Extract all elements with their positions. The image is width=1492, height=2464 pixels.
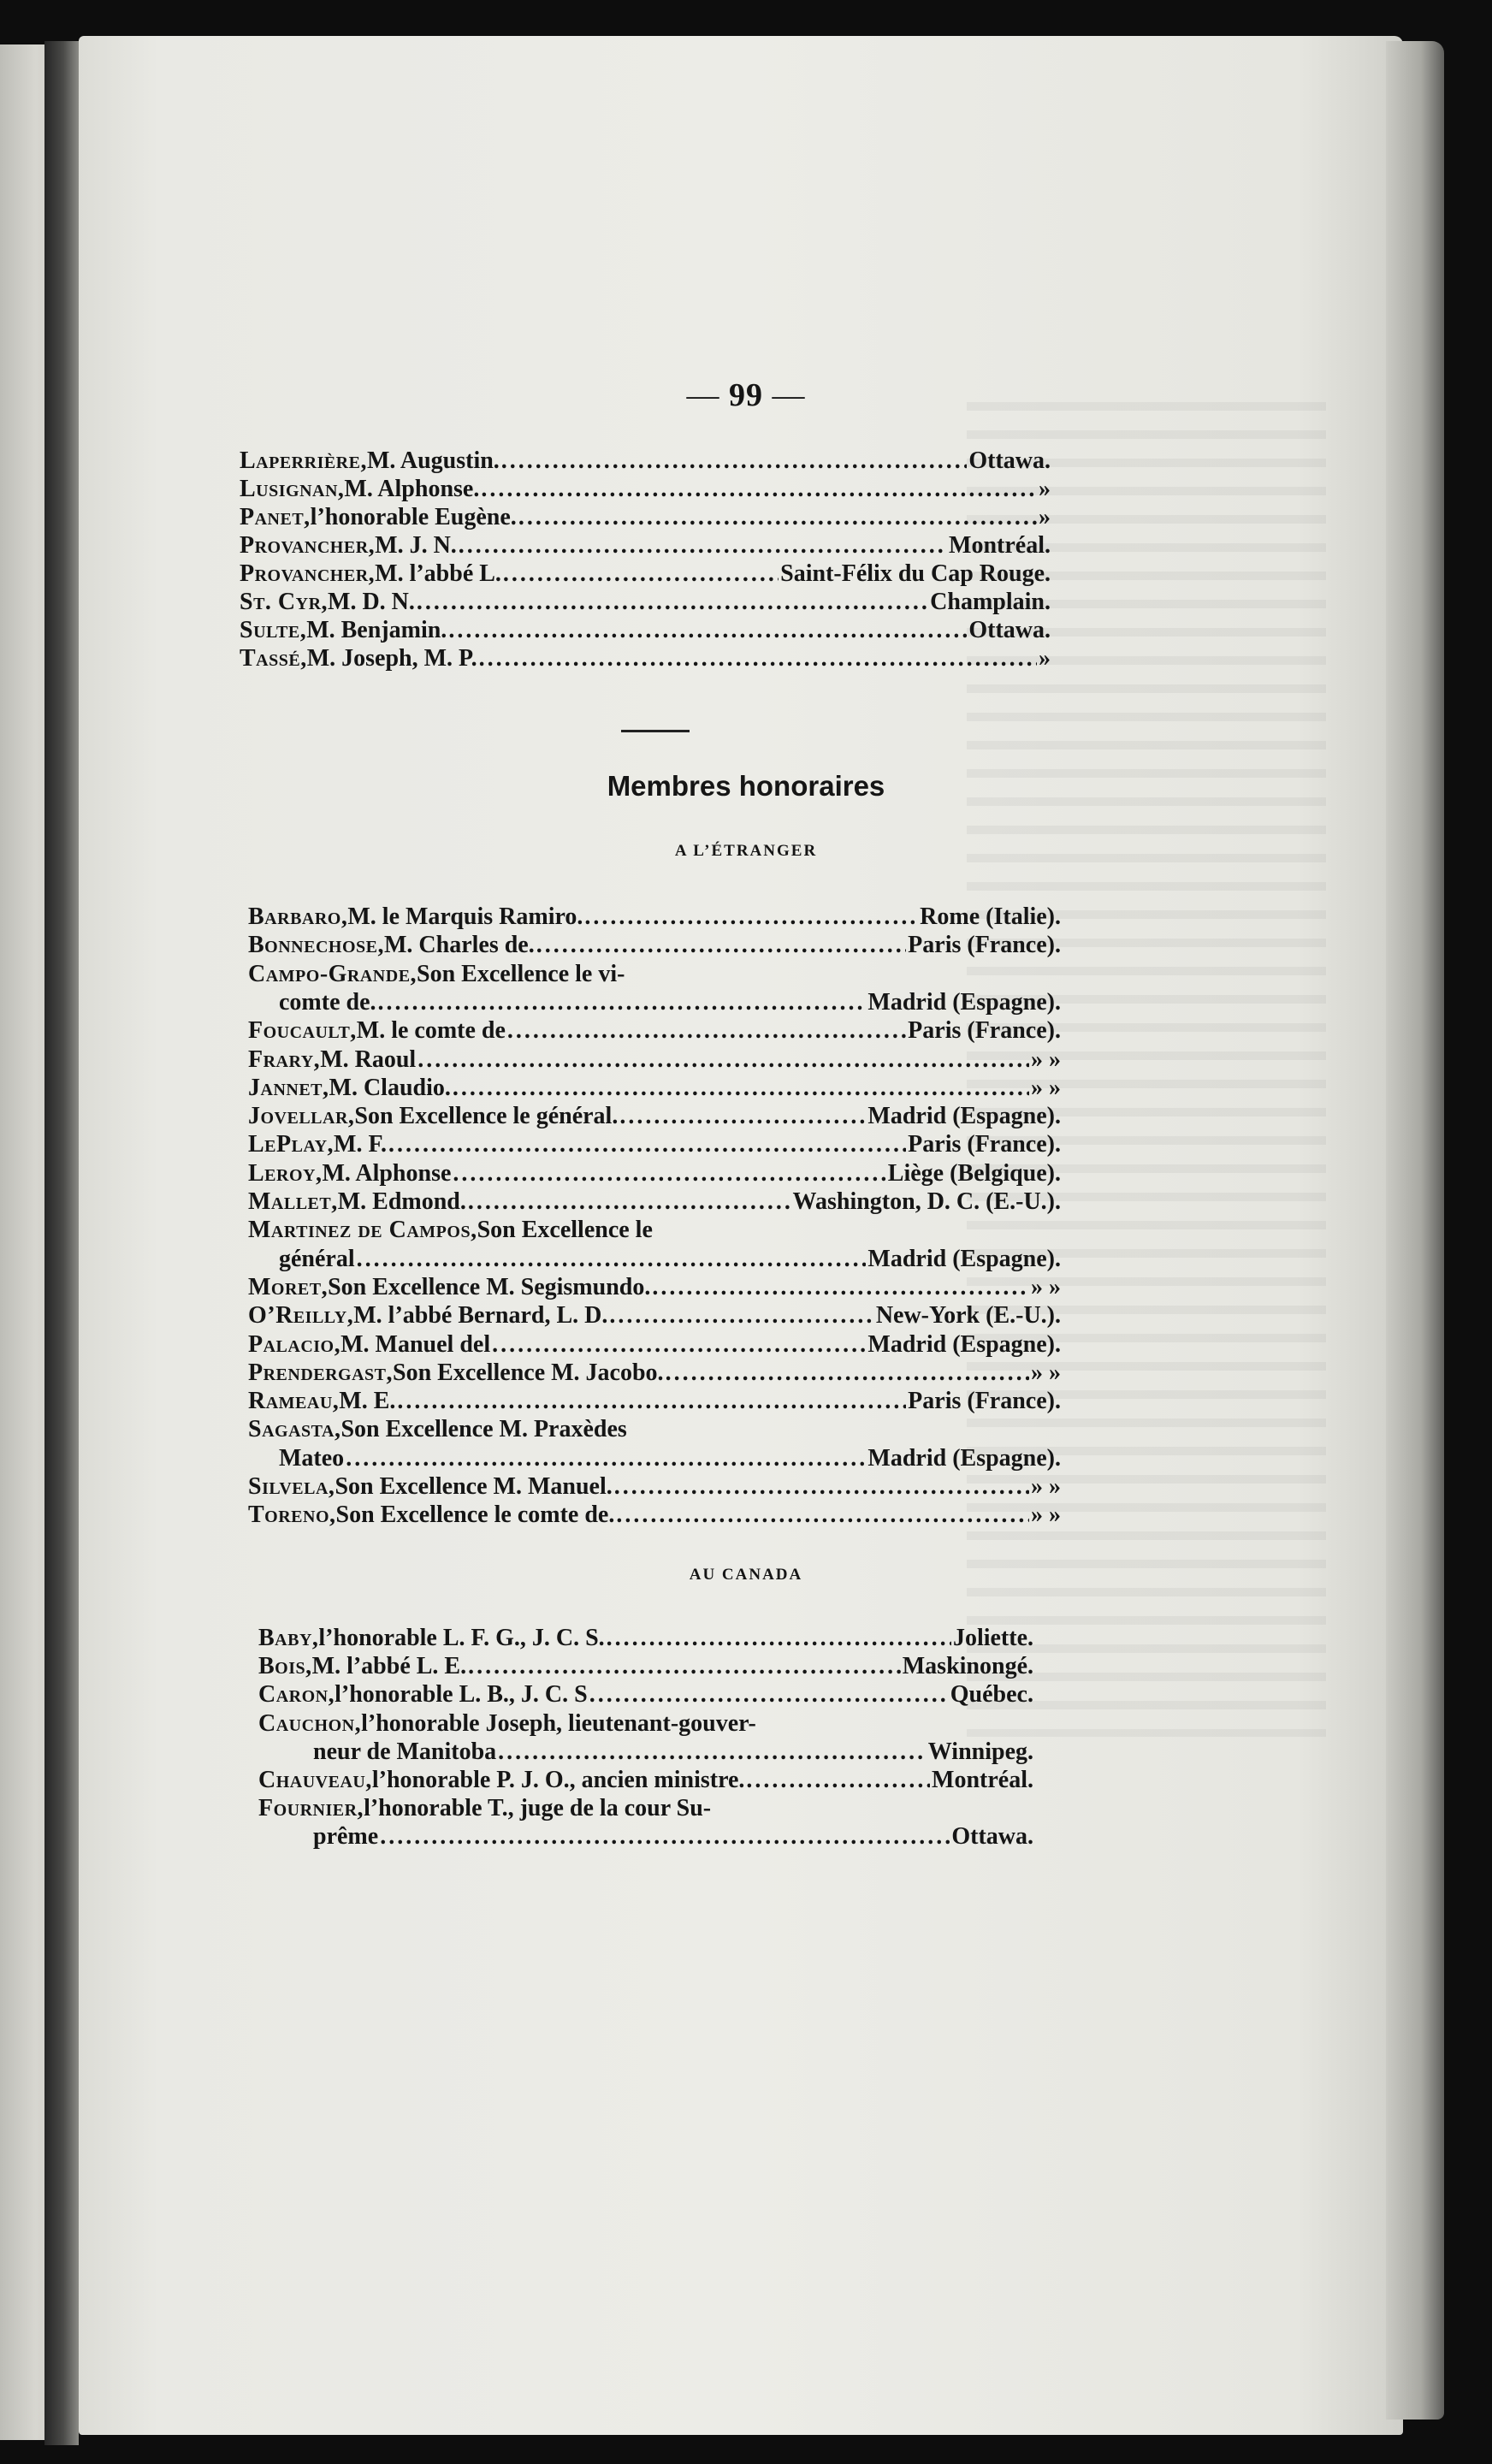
dot-leader bbox=[536, 931, 906, 959]
list-item bbox=[248, 931, 1061, 959]
list-item bbox=[258, 1794, 1033, 1822]
member-name: O’Reilly, bbox=[248, 1302, 354, 1330]
dot-leader bbox=[498, 1738, 927, 1766]
dot-leader bbox=[481, 475, 1037, 503]
member-description: M. F. bbox=[334, 1131, 387, 1158]
list-item bbox=[258, 1624, 1033, 1652]
member-description-continued: général bbox=[279, 1245, 355, 1272]
list-item bbox=[248, 1045, 1061, 1074]
member-name: Bonnechose, bbox=[248, 932, 384, 959]
member-description: Son Excellence le général. bbox=[354, 1103, 619, 1130]
member-name: Provancher, bbox=[240, 560, 376, 587]
member-place: Québec. bbox=[950, 1681, 1033, 1709]
member-description: Son Excellence M. Jacobo. bbox=[393, 1359, 664, 1386]
member-place: Washington, D. C. (E.-U.). bbox=[792, 1188, 1061, 1215]
member-name: Laperrière, bbox=[240, 447, 367, 474]
list-item bbox=[248, 1016, 1061, 1045]
member-place: Maskinongé. bbox=[902, 1653, 1033, 1680]
member-place: » » bbox=[1031, 1045, 1061, 1073]
member-place: Madrid (Espagne). bbox=[867, 988, 1061, 1016]
member-name: Silvela, bbox=[248, 1473, 335, 1500]
dot-leader bbox=[518, 503, 1037, 531]
page-number: — 99 — bbox=[686, 377, 806, 413]
dot-leader bbox=[417, 588, 928, 616]
member-place: New-York (E.-U.). bbox=[875, 1302, 1061, 1330]
member-description-continued: prême bbox=[313, 1823, 379, 1851]
dot-leader bbox=[453, 1074, 1029, 1102]
member-place: » » bbox=[1031, 1074, 1061, 1101]
member-name: Fournier, bbox=[258, 1795, 364, 1822]
dot-leader bbox=[614, 1472, 1029, 1501]
list-item bbox=[248, 1359, 1061, 1387]
member-name: Chauveau, bbox=[258, 1767, 372, 1793]
member-name: Bois, bbox=[258, 1653, 312, 1680]
member-description: M. Edmond. bbox=[337, 1188, 466, 1215]
member-description: M. Manuel del bbox=[340, 1330, 491, 1358]
member-name: Barbaro, bbox=[248, 903, 348, 930]
dot-leader bbox=[507, 1016, 906, 1045]
member-description: l’honorable L. B., J. C. S bbox=[335, 1681, 588, 1709]
list-item bbox=[248, 1415, 1061, 1443]
member-name: Campo-Grande, bbox=[248, 960, 417, 987]
list-item bbox=[248, 1188, 1061, 1216]
member-name: Frary, bbox=[248, 1045, 321, 1073]
dot-leader bbox=[468, 1188, 791, 1216]
member-place: Madrid (Espagne). bbox=[867, 1444, 1061, 1472]
member-place: » » bbox=[1031, 1473, 1061, 1500]
member-name: Cauchon, bbox=[258, 1709, 362, 1737]
member-name: Tassé, bbox=[240, 645, 307, 672]
dot-leader bbox=[616, 1501, 1029, 1529]
member-place: Montréal. bbox=[949, 532, 1051, 559]
foreign-heading: A L’ÉTRANGER bbox=[674, 842, 818, 860]
member-description-continued: neur de Manitoba bbox=[313, 1738, 497, 1765]
list-item bbox=[240, 503, 1051, 531]
dot-leader bbox=[388, 1130, 906, 1158]
dot-leader bbox=[652, 1273, 1029, 1301]
member-description: Son Excellence M. Praxèdes bbox=[340, 1416, 627, 1443]
dot-leader bbox=[380, 1822, 950, 1851]
member-name: Moret, bbox=[248, 1273, 329, 1300]
member-name: Martinez de Campos, bbox=[248, 1217, 477, 1244]
member-description: M. Augustin. bbox=[366, 447, 500, 474]
member-name: Leroy, bbox=[248, 1159, 323, 1187]
member-place: Madrid (Espagne). bbox=[867, 1245, 1061, 1272]
member-name: Prendergast, bbox=[248, 1359, 394, 1386]
list-item bbox=[240, 531, 1051, 560]
list-item bbox=[240, 447, 1051, 475]
dot-leader bbox=[609, 1301, 873, 1330]
member-description: Son Excellence M. Manuel. bbox=[335, 1473, 613, 1500]
member-place: » bbox=[1039, 476, 1051, 502]
dot-leader bbox=[346, 1444, 866, 1472]
list-item-continuation bbox=[279, 1245, 1061, 1273]
list-item-continuation bbox=[313, 1738, 1033, 1766]
dot-leader bbox=[417, 1045, 1029, 1074]
list-item bbox=[258, 1709, 1033, 1738]
list-item bbox=[240, 644, 1051, 672]
list-item bbox=[248, 1130, 1061, 1158]
member-description: M. Alphonse. bbox=[344, 476, 480, 502]
list-item bbox=[248, 1273, 1061, 1301]
member-name: Caron, bbox=[258, 1681, 335, 1709]
member-description: M. l’abbé L. bbox=[375, 560, 501, 587]
member-description: M. Benjamin. bbox=[306, 617, 447, 643]
list-item bbox=[248, 1159, 1061, 1188]
dot-leader bbox=[397, 1387, 906, 1415]
dot-leader bbox=[589, 1680, 949, 1709]
list-item bbox=[248, 1501, 1061, 1529]
member-description: l’honorable T., juge de la cour Su- bbox=[364, 1795, 712, 1822]
member-name: Palacio, bbox=[248, 1330, 341, 1358]
member-name: Foucault, bbox=[248, 1017, 357, 1045]
dot-leader bbox=[607, 1624, 951, 1652]
member-place: » bbox=[1039, 504, 1051, 530]
member-name: Mallet, bbox=[248, 1188, 338, 1215]
member-description: l’honorable Joseph, lieutenant-gouver- bbox=[361, 1709, 756, 1737]
list-item bbox=[248, 960, 1061, 988]
member-place: » » bbox=[1031, 1502, 1061, 1529]
list-item bbox=[258, 1766, 1033, 1794]
member-place: Ottawa. bbox=[968, 447, 1051, 474]
dot-leader bbox=[459, 531, 947, 560]
member-description: l’honorable L. F. G., J. C. S. bbox=[318, 1625, 605, 1651]
member-description: M. D. N. bbox=[328, 589, 415, 615]
list-item-continuation bbox=[279, 988, 1061, 1016]
dot-leader bbox=[453, 1159, 885, 1188]
list-item bbox=[258, 1652, 1033, 1680]
member-description: M. Alphonse bbox=[322, 1159, 452, 1187]
list-item-continuation bbox=[279, 1444, 1061, 1472]
member-description: M. Claudio. bbox=[329, 1074, 451, 1101]
member-name: LePlay, bbox=[248, 1131, 335, 1158]
dot-leader bbox=[501, 447, 968, 475]
list-item bbox=[240, 560, 1051, 588]
section-title: Membres honoraires bbox=[607, 770, 885, 802]
member-description: M. l’abbé Bernard, L. D. bbox=[353, 1302, 608, 1330]
member-name: Sulte, bbox=[240, 617, 307, 643]
member-description: M. le Marquis Ramiro. bbox=[347, 903, 583, 930]
member-description: Son Excellence le bbox=[477, 1217, 653, 1244]
member-description: M. Raoul bbox=[320, 1045, 417, 1073]
dot-leader bbox=[448, 616, 967, 644]
member-place: Madrid (Espagne). bbox=[867, 1103, 1061, 1130]
member-place: Madrid (Espagne). bbox=[867, 1330, 1061, 1358]
list-item bbox=[258, 1680, 1033, 1709]
list-item bbox=[248, 1216, 1061, 1244]
member-name: St. Cyr, bbox=[240, 589, 329, 615]
member-description-continued: comte de. bbox=[279, 988, 376, 1016]
member-description: Son Excellence le comte de. bbox=[335, 1502, 615, 1529]
list-item bbox=[248, 1102, 1061, 1130]
member-place: Paris (France). bbox=[908, 1017, 1061, 1045]
member-place: Paris (France). bbox=[908, 932, 1061, 959]
member-place: Saint-Félix du Cap Rouge. bbox=[780, 560, 1051, 587]
member-name: Sagasta, bbox=[248, 1416, 341, 1443]
list-item bbox=[248, 1301, 1061, 1330]
member-name: Baby, bbox=[258, 1625, 319, 1651]
member-place: » » bbox=[1031, 1359, 1061, 1386]
member-description: M. E. bbox=[339, 1388, 396, 1415]
dot-leader bbox=[503, 560, 779, 588]
dot-leader bbox=[357, 1245, 867, 1273]
member-description: l’honorable Eugène. bbox=[310, 504, 517, 530]
dot-leader bbox=[468, 1652, 901, 1680]
member-place: Joliette. bbox=[952, 1625, 1033, 1651]
list-item bbox=[240, 475, 1051, 503]
member-description: M. l’abbé L. E. bbox=[311, 1653, 467, 1680]
dot-leader bbox=[746, 1766, 930, 1794]
member-description: Son Excellence M. Segismundo. bbox=[328, 1273, 651, 1300]
canada-heading: AU CANADA bbox=[689, 1566, 803, 1584]
member-place: » » bbox=[1031, 1273, 1061, 1300]
member-place: Champlain. bbox=[930, 589, 1051, 615]
member-description: M. J. N. bbox=[375, 532, 457, 559]
member-description: M. Joseph, M. P. bbox=[306, 645, 477, 672]
member-place: Montréal. bbox=[932, 1767, 1033, 1793]
member-name: Provancher, bbox=[240, 532, 376, 559]
dot-leader bbox=[584, 903, 918, 931]
member-place: » bbox=[1039, 645, 1051, 672]
dot-leader bbox=[479, 644, 1037, 672]
member-description: l’honorable P. J. O., ancien ministre. bbox=[371, 1767, 745, 1793]
member-description: M. le comte de bbox=[356, 1017, 506, 1045]
member-name: Toreno, bbox=[248, 1502, 336, 1529]
section-divider bbox=[621, 730, 690, 732]
member-description-continued: Mateo bbox=[279, 1444, 345, 1472]
member-name: Jovellar, bbox=[248, 1103, 355, 1130]
dot-leader bbox=[666, 1359, 1029, 1387]
member-place: Paris (France). bbox=[908, 1131, 1061, 1158]
dot-leader bbox=[619, 1102, 866, 1130]
list-item bbox=[248, 1472, 1061, 1501]
list-item bbox=[240, 588, 1051, 616]
member-place: Ottawa. bbox=[951, 1823, 1033, 1851]
member-name: Jannet, bbox=[248, 1074, 329, 1101]
dot-leader bbox=[492, 1330, 866, 1359]
member-description: Son Excellence le vi- bbox=[417, 960, 625, 987]
list-item-continuation bbox=[313, 1822, 1033, 1851]
list-item bbox=[248, 903, 1061, 931]
member-name: Panet, bbox=[240, 504, 311, 530]
member-name: Rameau, bbox=[248, 1388, 340, 1415]
dot-leader bbox=[378, 988, 867, 1016]
member-place: Rome (Italie). bbox=[920, 903, 1061, 930]
member-place: Winnipeg. bbox=[927, 1738, 1033, 1765]
member-description: M. Charles de. bbox=[383, 932, 535, 959]
list-item bbox=[248, 1387, 1061, 1415]
member-place: Liège (Belgique). bbox=[887, 1159, 1061, 1187]
member-place: Ottawa. bbox=[968, 617, 1051, 643]
member-place: Paris (France). bbox=[908, 1388, 1061, 1415]
list-item bbox=[248, 1074, 1061, 1102]
list-item bbox=[240, 616, 1051, 644]
member-name: Lusignan, bbox=[240, 476, 345, 502]
list-item bbox=[248, 1330, 1061, 1359]
